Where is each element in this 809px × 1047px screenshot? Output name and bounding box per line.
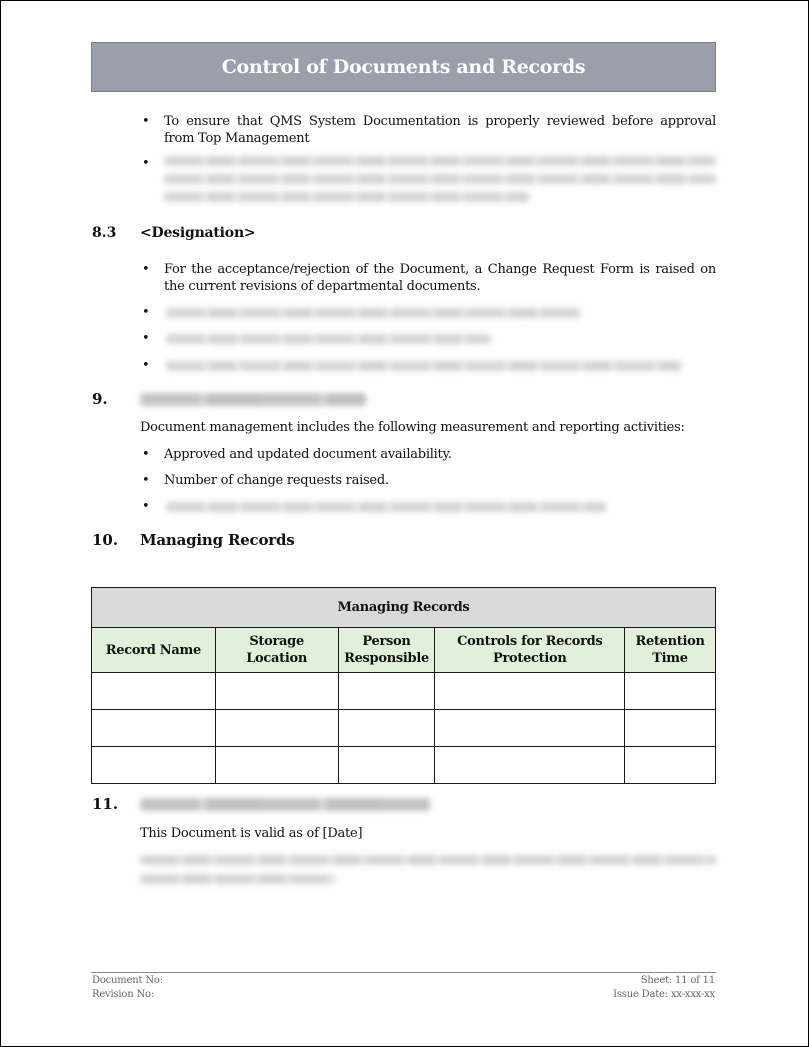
bullet-icon: • [142,156,150,171]
document-title: Control of Documents and Records [221,56,586,78]
bullet-icon: • [142,114,150,129]
section-intro-text: Document management includes the following measurement and reporting activities: [140,420,685,435]
table-caption-row [92,588,716,628]
list-item: Approved and updated document availability. [164,447,452,462]
table-cell [338,673,435,710]
table-cell [435,673,625,710]
document-title-bar [91,42,716,92]
blurred-list-item [166,308,581,318]
section-title: Managing Records [140,531,295,549]
table-cell [435,747,625,784]
bullet-icon: • [142,305,150,320]
table-row [92,673,716,710]
footer-sheet: Sheet: 11 of 11 [640,975,715,986]
blurred-list-item [166,502,606,512]
blurred-section-title [140,393,366,406]
section-number: 8.3 [92,225,117,241]
table-cell [338,747,435,784]
table-row [92,710,716,747]
validity-text: This Document is valid as of [Date] [140,826,363,841]
blurred-paragraph [140,855,716,884]
bullet-icon: • [142,499,150,514]
column-header-retention-time: Retention Time [625,628,716,673]
bullet-icon: • [142,447,150,462]
footer-revision-no: Revision No: [92,989,155,1000]
table-cell [625,710,716,747]
table-cell [92,710,216,747]
column-header-person-responsible: Person Responsible [338,628,435,673]
bullet-icon: • [142,331,150,346]
footer-issue-date: Issue Date: xx-xxx-xx [613,989,715,1000]
table-caption: Managing Records [92,588,716,628]
managing-records-table [91,587,716,784]
footer-divider [91,972,716,973]
section-number: 10. [92,531,119,549]
table-header-row [92,628,716,673]
table-row [92,747,716,784]
table-cell [215,673,338,710]
blurred-list-item [166,334,491,344]
list-item: Number of change requests raised. [164,473,389,488]
list-item: For the acceptance/rejection of the Document, a Change Request Form is raised on the current revisions of departmental documents. [164,262,716,294]
footer-document-no: Document No: [92,975,163,986]
bullet-icon: • [142,358,150,373]
bullet-icon: • [142,262,150,277]
list-item: To ensure that QMS System Documentation is properly reviewed before approval from Top Management [164,114,716,146]
blurred-section-title [140,798,430,811]
section-title: <Designation> [140,225,256,241]
column-header-controls-protection: Controls for Records Protection [435,628,625,673]
blurred-list-item [166,361,681,371]
table-cell [435,710,625,747]
table-cell [92,673,216,710]
table-cell [625,673,716,710]
table-cell [338,710,435,747]
column-header-storage-location: Storage Location [215,628,338,673]
blurred-list-item [164,156,716,202]
table-cell [215,710,338,747]
bullet-icon: • [142,473,150,488]
table-cell [215,747,338,784]
table-cell [625,747,716,784]
section-number: 9. [92,390,108,408]
column-header-record-name: Record Name [92,628,216,673]
section-number: 11. [92,795,119,813]
table-cell [92,747,216,784]
